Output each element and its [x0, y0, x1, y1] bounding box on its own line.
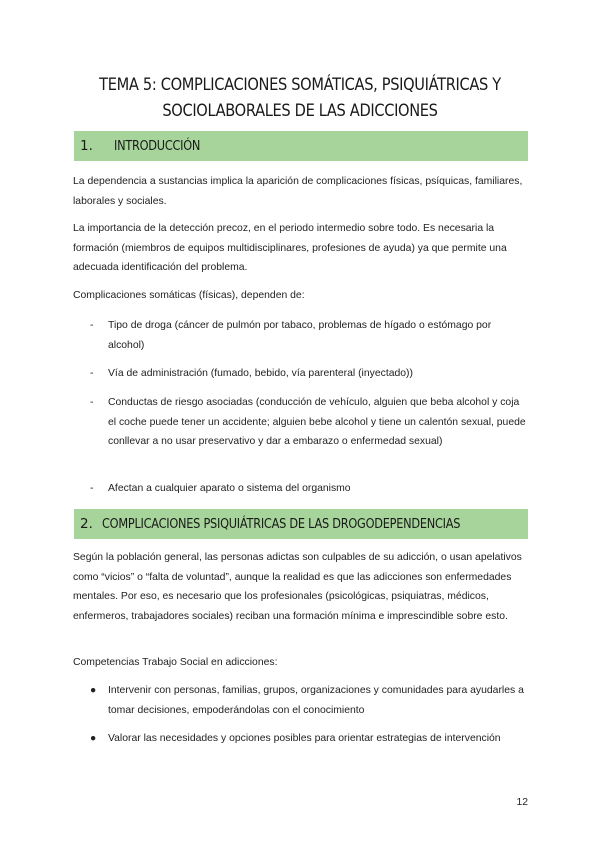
bullet-marker: ●	[90, 685, 97, 696]
title-line-2: SOCIOLABORALES DE LAS ADICCIONES	[162, 101, 438, 121]
paragraph: Complicaciones somáticas (físicas), dependen de:	[73, 290, 305, 301]
dash-marker: -	[90, 368, 94, 379]
page-title	[94, 72, 507, 124]
list-item	[90, 316, 530, 355]
section-number: 2.	[80, 516, 93, 532]
section-heading-introduccion	[74, 131, 528, 161]
paragraph: La dependencia a sustancias implica la aparición de complicaciones físicas, psíquicas, familiares, laborales y sociales.	[73, 176, 523, 207]
list-item	[90, 681, 530, 720]
list-item	[90, 479, 530, 499]
section-heading-complicaciones-psiquiatricas	[74, 509, 528, 539]
section-number: 1.	[80, 138, 93, 154]
paragraph: Competencias Trabajo Social en adicciones:	[73, 657, 278, 668]
list-item	[90, 729, 530, 749]
paragraph: La importancia de la detección precoz, en el periodo intermedio sobre todo. Es necesaria la formación (miembros de equipos multidisciplinares, profesiones de ayuda) ya que permite una adecuada identificación del problema.	[73, 223, 507, 273]
list-item	[90, 364, 530, 384]
section-title: COMPLICACIONES PSIQUIÁTRICAS DE LAS DROGODEPENDENCIAS	[101, 516, 460, 532]
list-item-text: Tipo de droga (cáncer de pulmón por tabaco, problemas de hígado o estómago por alcohol)	[108, 320, 492, 351]
bullet-marker: ●	[90, 733, 97, 744]
list-item-text: Intervenir con personas, familias, grupos, organizaciones y comunidades para ayudarles a tomar decisiones, empoderándolas con el conocimiento	[108, 685, 524, 716]
list-item-text: Conductas de riesgo asociadas (conducción de vehículo, alguien que beba alcohol y coja el coche puede tener un accidente; alguien bebe alcohol y tiene un calentón sexual, puede conllevar a no usar preservativo y dar a embarazo o enfermedad sexual)	[108, 397, 526, 447]
list-item-text: Vía de administración (fumado, bebido, vía parenteral (inyectado))	[108, 368, 413, 379]
title-line-1: TEMA 5: COMPLICACIONES SOMÁTICAS, PSIQUIÁTRICAS Y	[99, 75, 501, 95]
dash-marker: -	[90, 320, 94, 331]
paragraph: Según la población general, las personas adictas son culpables de su adicción, o usan apelativos como “vicios” o “falta de voluntad”, aunque la realidad es que las adicciones son enfermedades mentales. Por eso, es necesario que los profesionales (psicológicas, psiquiatras, médicos, enfermeros, trabajadores sociales) reciban una formación mínima e imprescindible sobre esto.	[73, 552, 522, 622]
list-item-text: Afectan a cualquier aparato o sistema del organismo	[108, 483, 351, 494]
dash-marker: -	[90, 397, 94, 408]
dash-marker: -	[90, 483, 94, 494]
page-number: 12	[516, 797, 528, 808]
section-title: INTRODUCCIÓN	[114, 138, 201, 154]
list-item-text: Valorar las necesidades y opciones posibles para orientar estrategias de intervención	[108, 733, 501, 744]
list-item	[90, 393, 530, 452]
